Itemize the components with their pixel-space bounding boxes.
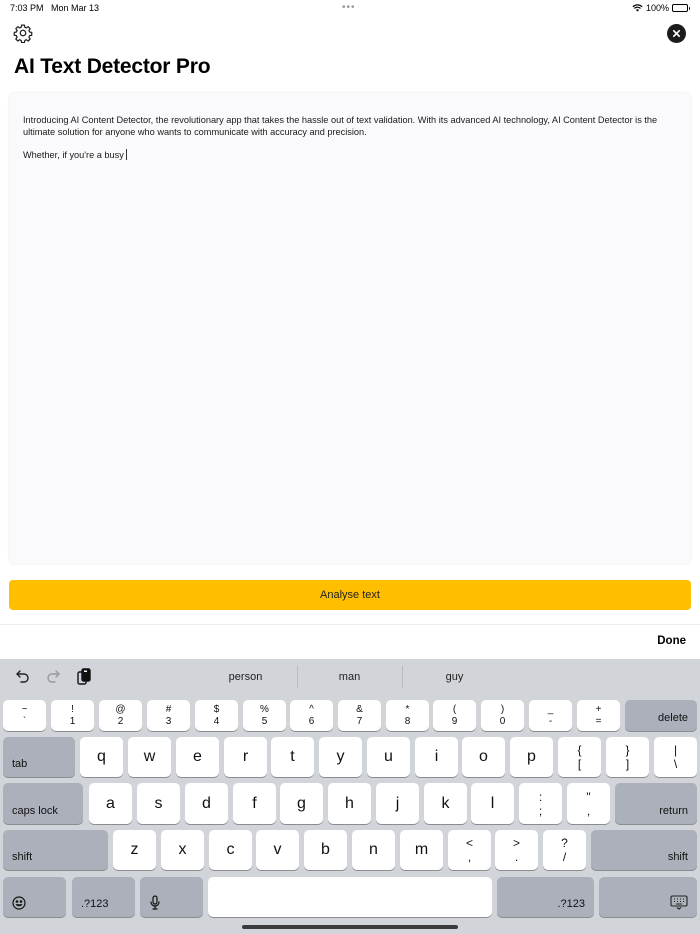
keyboard-accessory-bar: [0, 624, 700, 659]
key-9[interactable]: ( 9: [433, 700, 476, 731]
key-equals[interactable]: + =: [577, 700, 620, 731]
key-q[interactable]: q: [80, 737, 123, 777]
shift-key-left[interactable]: shift: [3, 830, 108, 870]
caps-lock-key[interactable]: caps lock: [3, 783, 83, 824]
home-indicator[interactable]: [242, 925, 458, 929]
space-bar[interactable]: [208, 877, 492, 917]
key-5[interactable]: % 5: [243, 700, 286, 731]
key-c[interactable]: c: [209, 830, 252, 870]
key-j[interactable]: j: [376, 783, 419, 824]
numbers-key-right[interactable]: .?123: [497, 877, 594, 917]
key-7[interactable]: & 7: [338, 700, 381, 731]
key-n[interactable]: n: [352, 830, 395, 870]
emoji-key[interactable]: [3, 877, 66, 917]
close-button[interactable]: [667, 24, 686, 43]
key-backtick[interactable]: ~ `: [3, 700, 46, 731]
key-x[interactable]: x: [161, 830, 204, 870]
suggestion-3[interactable]: guy: [445, 671, 464, 683]
key-i[interactable]: i: [415, 737, 458, 777]
key-bracket-left[interactable]: { [: [558, 737, 601, 777]
suggestion-bar: [0, 659, 700, 697]
status-right: [632, 3, 688, 13]
wifi-icon: [632, 4, 643, 12]
undo-button[interactable]: [15, 668, 33, 686]
key-slash[interactable]: ? /: [543, 830, 586, 870]
key-r[interactable]: r: [224, 737, 267, 777]
key-minus[interactable]: _ -: [529, 700, 572, 731]
editor-paragraph-1: Introducing AI Content Detector, the revolutionary app that takes the hassle out of text validation. With its advanced AI technology, AI Content Detector is the ultimate solution for anyone who wants to communicate with accuracy and precision.: [23, 115, 658, 137]
key-period[interactable]: > .: [495, 830, 538, 870]
editor-paragraph-2: [23, 149, 673, 162]
key-f[interactable]: f: [233, 783, 276, 824]
editor-content[interactable]: [23, 115, 673, 173]
delete-key[interactable]: delete: [625, 700, 697, 731]
tab-key[interactable]: tab: [3, 737, 75, 777]
text-caret: [126, 149, 127, 160]
status-bar: [0, 0, 700, 16]
key-y[interactable]: y: [319, 737, 362, 777]
analyse-text-button[interactable]: Analyse text: [9, 580, 691, 610]
close-icon: [672, 29, 681, 38]
key-a[interactable]: a: [89, 783, 132, 824]
multitask-dots[interactable]: •••: [342, 2, 356, 13]
key-h[interactable]: h: [328, 783, 371, 824]
key-1[interactable]: ! 1: [51, 700, 94, 731]
key-comma[interactable]: < ,: [448, 830, 491, 870]
numbers-key-left[interactable]: .?123: [72, 877, 135, 917]
key-6[interactable]: ^ 6: [290, 700, 333, 731]
paste-icon: [76, 668, 92, 686]
emoji-icon: [12, 896, 26, 910]
key-b[interactable]: b: [304, 830, 347, 870]
return-key[interactable]: return: [615, 783, 697, 824]
key-l[interactable]: l: [471, 783, 514, 824]
editor-paragraph-2-text: Whether, if you're a busy: [23, 150, 124, 160]
key-4[interactable]: $ 4: [195, 700, 238, 731]
key-quote[interactable]: " ,: [567, 783, 610, 824]
redo-button[interactable]: [45, 668, 63, 686]
settings-button[interactable]: [13, 23, 33, 43]
key-k[interactable]: k: [424, 783, 467, 824]
on-screen-keyboard: [0, 659, 700, 934]
key-o[interactable]: o: [462, 737, 505, 777]
key-8[interactable]: * 8: [386, 700, 429, 731]
key-backslash[interactable]: | \: [654, 737, 697, 777]
key-2[interactable]: @ 2: [99, 700, 142, 731]
suggestion-1[interactable]: person: [228, 671, 263, 683]
microphone-icon: [149, 895, 161, 910]
status-time: [10, 3, 99, 13]
key-z[interactable]: z: [113, 830, 156, 870]
key-semicolon[interactable]: : ;: [519, 783, 562, 824]
key-3[interactable]: # 3: [147, 700, 190, 731]
key-v[interactable]: v: [256, 830, 299, 870]
gear-icon: [13, 23, 33, 43]
redo-icon: [45, 668, 61, 684]
keyboard-dismiss-icon: [670, 895, 688, 910]
shift-key-right[interactable]: shift: [591, 830, 697, 870]
key-bracket-right[interactable]: } ]: [606, 737, 649, 777]
key-w[interactable]: w: [128, 737, 171, 777]
keyboard-dismiss-key[interactable]: [599, 877, 697, 917]
battery-icon: [672, 4, 688, 12]
page-title: AI Text Detector Pro: [14, 55, 211, 78]
key-p[interactable]: p: [510, 737, 553, 777]
done-button[interactable]: Done: [657, 635, 686, 647]
suggestion-2[interactable]: man: [338, 671, 361, 683]
key-u[interactable]: u: [367, 737, 410, 777]
key-m[interactable]: m: [400, 830, 443, 870]
key-s[interactable]: s: [137, 783, 180, 824]
key-e[interactable]: e: [176, 737, 219, 777]
date-text: Mon Mar 13: [51, 3, 100, 13]
battery-percent: 100%: [645, 3, 669, 13]
text-editor[interactable]: [9, 93, 691, 564]
dictation-key[interactable]: [140, 877, 203, 917]
paste-button[interactable]: [76, 668, 94, 686]
undo-icon: [15, 668, 31, 684]
key-t[interactable]: t: [271, 737, 314, 777]
key-d[interactable]: d: [185, 783, 228, 824]
time-text: 7:03 PM: [10, 3, 44, 13]
key-g[interactable]: g: [280, 783, 323, 824]
key-0[interactable]: ) 0: [481, 700, 524, 731]
